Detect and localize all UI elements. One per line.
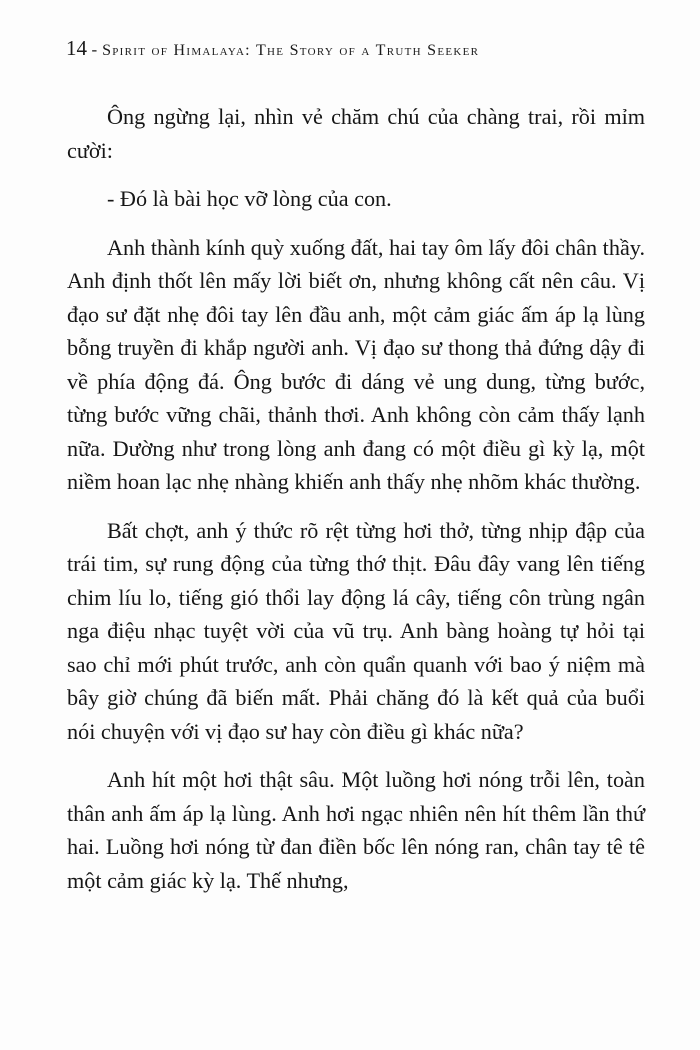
dialogue-line: - Đó là bài học vỡ lòng của con. xyxy=(107,186,392,211)
header-separator: - xyxy=(87,40,103,59)
book-title: Spirit of Himalaya: The Story of a Truth Seeker xyxy=(102,42,480,59)
running-header xyxy=(66,36,666,61)
paragraph: Anh hít một hơi thật sâu. Một luồng hơi nóng trỗi lên, toàn thân anh ấm áp lạ lùng. Anh hơi ngạc nhiên nên hít thêm lần thứ hai. Luồng hơi nóng từ đan điền bốc lên nóng ran, chân tay tê tê một cảm giác kỳ lạ. Thế nhưng, xyxy=(67,767,645,893)
paragraph: Bất chợt, anh ý thức rõ rệt từng hơi thở, từng nhịp đập của trái tim, sự rung động của từng thớ thịt. Đâu đây vang lên tiếng chim líu lo, tiếng gió thổi lay động lá cây, tiếng côn trùng ngân nga điệu nhạc tuyệt vời của vũ trụ. Anh bàng hoàng tự hỏi tại sao chỉ mới phút trước, anh còn quẩn quanh với bao ý niệm mà bây giờ chúng đã biến mất. Phải chăng đó là kết quả của buổi nói chuyện với vị đạo sư hay còn điều gì khác nữa? xyxy=(67,517,645,744)
paragraph: Anh thành kính quỳ xuống đất, hai tay ôm lấy đôi chân thầy. Anh định thốt lên mấy lời biết ơn, nhưng không cất nên câu. Vị đạo sư đặt nhẹ đôi tay lên đầu anh, một cảm giác ấm áp lạ lùng bỗng truyền đi khắp người anh. Vị đạo sư thong thả đứng dậy đi về phía động đá. Ông bước đi dáng vẻ ung dung, từng bước, từng bước vững chãi, thảnh thơi. Anh không còn cảm thấy lạnh nữa. Dường như trong lòng anh đang có một điều gì kỳ lạ, một niềm hoan lạc nhẹ nhàng khiến anh thấy nhẹ nhõm khác thường. xyxy=(67,234,645,494)
body-text xyxy=(67,100,645,912)
page-number: 14 xyxy=(66,36,87,60)
paragraph: Ông ngừng lại, nhìn vẻ chăm chú của chàng trai, rồi mỉm cười: xyxy=(67,104,645,163)
